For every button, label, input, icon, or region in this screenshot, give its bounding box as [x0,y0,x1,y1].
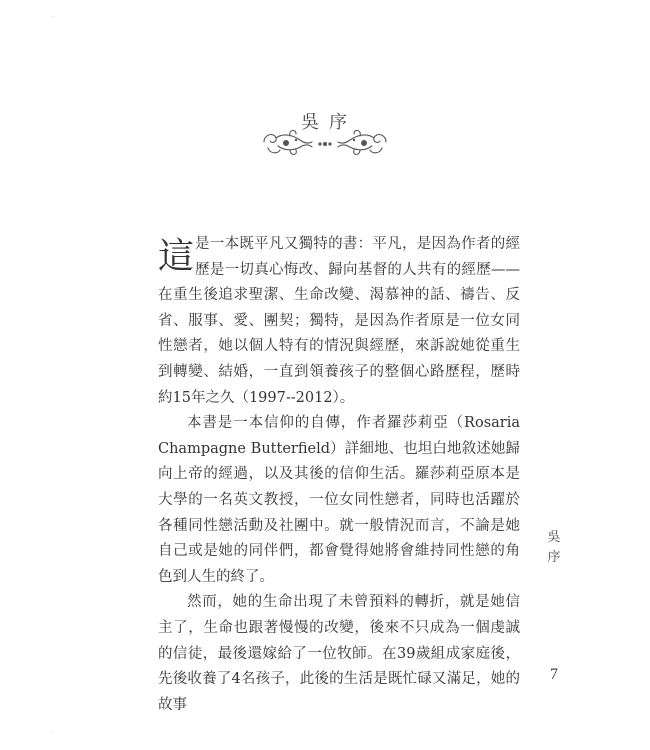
crop-mark-bottom: · [52,730,54,737]
paragraph-2: 本書是一本信仰的自傳，作者羅莎莉亞（Rosaria Champagne Butterfield）詳細地、也坦白地敘述她歸向上帝的經過，以及其後的信仰生活。羅莎莉亞原本是大學的一名英文教授，一位女同性戀者，同時也活躍於各種同性戀活動及社團中。就一般情況而言，不論是她自己或是她的同伴們，都會覺得她將會維持同性戀的角色到人生的終了。 [158,415,520,585]
flourish-ornament-icon [260,128,390,158]
paragraph-3: 然而，她的生命出現了未曾預料的轉折，就是她信主了，生命也跟著慢慢的改變，後來不只成為一個虔誠的信徒，最後還嫁給了一位牧師。在39歲組成家庭後，先後收養了4名孩子，此後的生活是既忙碌又滿足，她的故事 [158,594,520,713]
paragraph-1 [158,232,520,411]
page-number: 7 [550,666,558,683]
preface-body [158,232,520,718]
page-title: 吳序 [301,112,357,133]
drop-cap: 這 [158,236,195,277]
running-head-vertical: 吳序 [547,530,561,565]
paragraph-1-text: 是一本既平凡又獨特的書：平凡，是因為作者的經歷是一切真心悔改、歸向基督的人共有的經歷——在重生後追求聖潔、生命改變、渴慕神的話、禱告、反省、服事、愛、團契；獨特，是因為作者原是一位女同性戀者，她以個人特有的情況與經歷，來訴說她從重生到轉變、結婚，一直到領養孩子的整個心路歷程，歷時約15年之久（1997--2012）。 [158,236,520,406]
crop-mark-top: · [52,14,54,21]
